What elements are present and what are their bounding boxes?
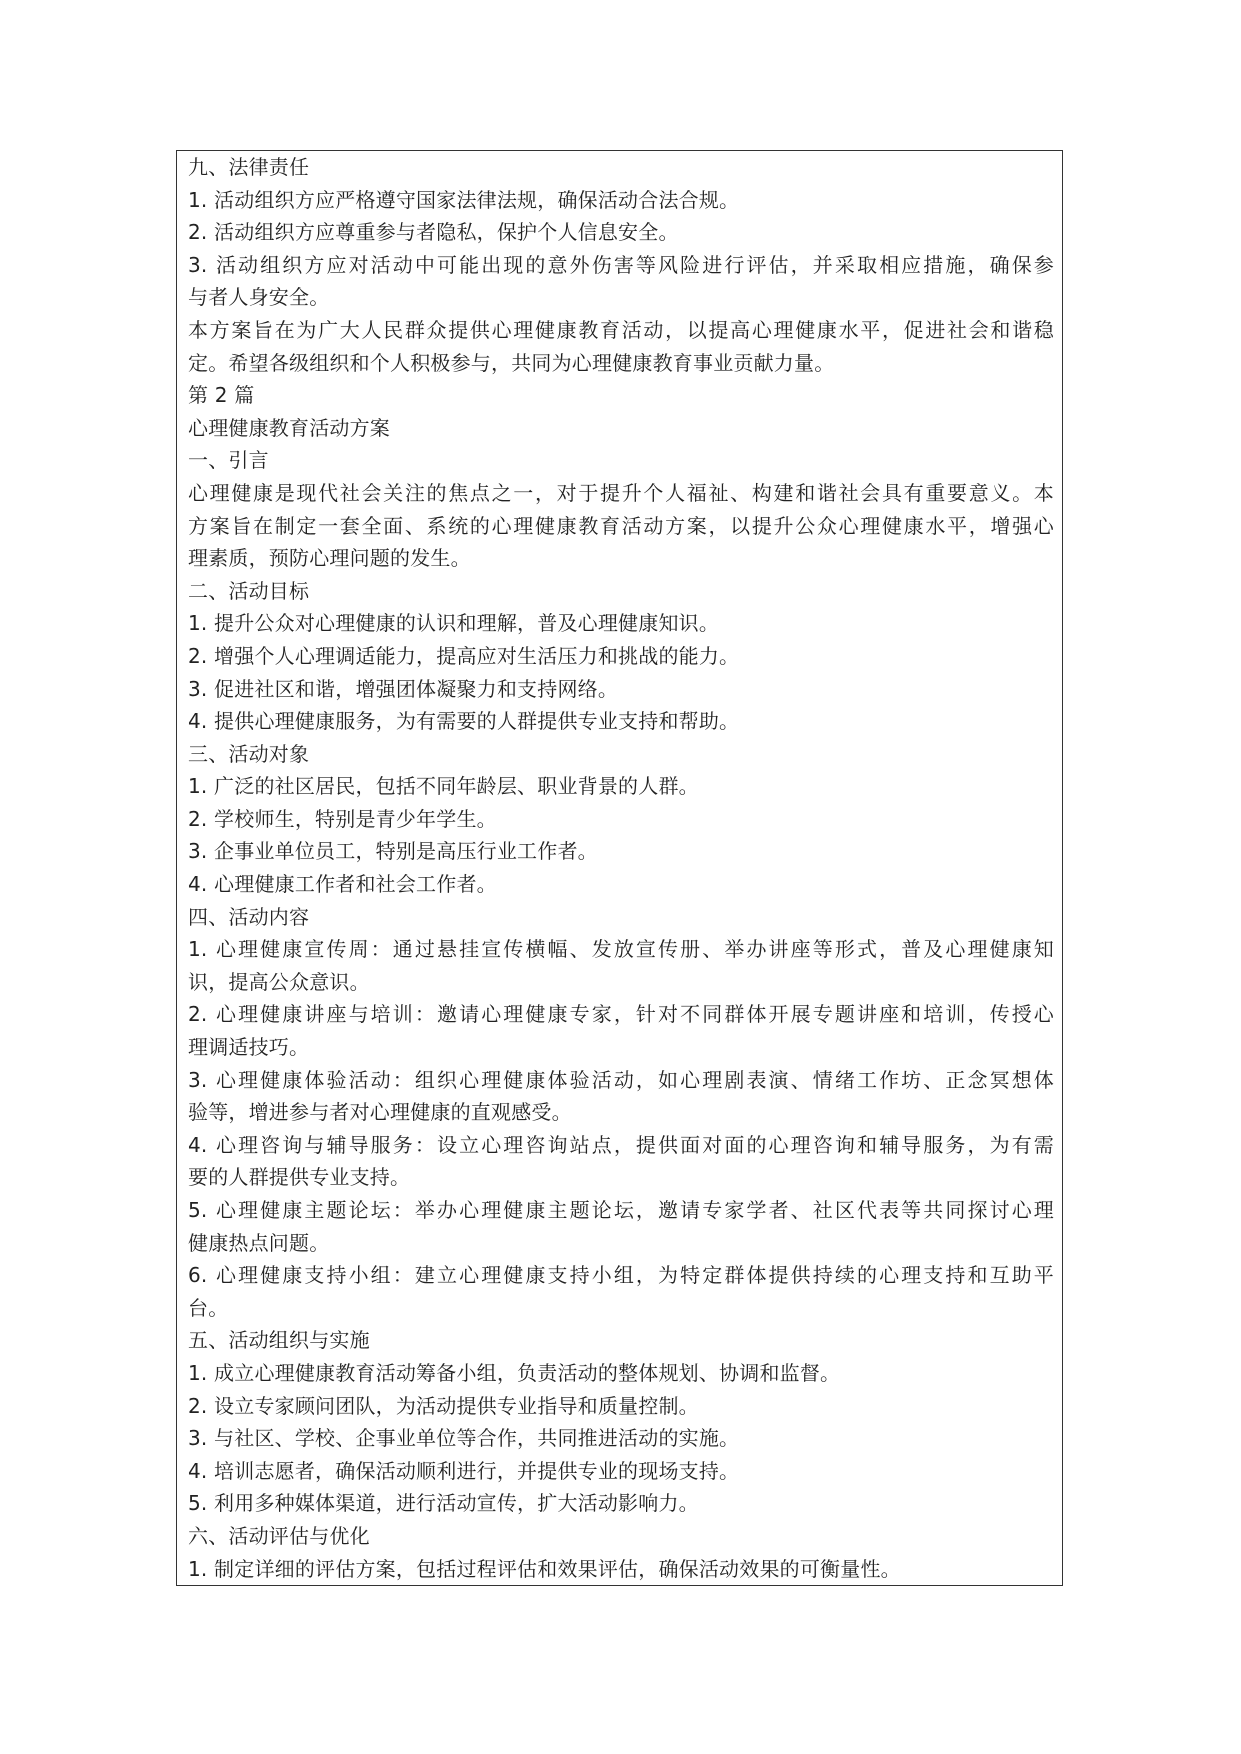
text-line: 1. 制定详细的评估方案，包括过程评估和效果评估，确保活动效果的可衡量性。: [188, 1556, 901, 1581]
text-line: 6. 心理健康支持小组：建立心理健康支持小组，为特定群体提供持续的心理支持和互助平: [188, 1263, 1054, 1288]
text-line: 1. 广泛的社区居民，包括不同年龄层、职业背景的人群。: [188, 774, 699, 799]
text-line: 理素质，预防心理问题的发生。: [188, 546, 471, 571]
text-line: 5. 利用多种媒体渠道，进行活动宣传，扩大活动影响力。: [188, 1491, 699, 1516]
text-line: 健康热点问题。: [188, 1230, 330, 1255]
text-line: 4. 心理咨询与辅导服务：设立心理咨询站点，提供面对面的心理咨询和辅导服务，为有需: [188, 1132, 1054, 1157]
text-line: 5. 心理健康主题论坛：举办心理健康主题论坛，邀请专家学者、社区代表等共同探讨心理: [188, 1198, 1054, 1222]
text-line: 三、活动对象: [188, 741, 310, 766]
text-line: 3. 企事业单位员工，特别是高压行业工作者。: [188, 839, 598, 864]
text-line: 六、活动评估与优化: [188, 1523, 370, 1548]
text-line: 验等，增进参与者对心理健康的直观感受。: [188, 1100, 572, 1125]
text-line: 四、活动内容: [188, 904, 310, 929]
text-line: 二、活动目标: [188, 578, 310, 603]
text-line: 五、活动组织与实施: [188, 1328, 370, 1353]
text-line: 识，提高公众意识。: [188, 969, 370, 994]
text-line: 3. 活动组织方应对活动中可能出现的意外伤害等风险进行评估，并采取相应措施，确保参: [188, 252, 1054, 277]
text-line: 1. 心理健康宣传周：通过悬挂宣传横幅、发放宣传册、举办讲座等形式，普及心理健康知: [188, 937, 1054, 962]
text-line: 理调适技巧。: [188, 1035, 310, 1060]
text-line: 定。希望各级组织和个人积极参与，共同为心理健康教育事业贡献力量。: [188, 350, 835, 375]
text-line: 心理健康教育活动方案: [188, 415, 390, 440]
text-line: 3. 促进社区和谐，增强团体凝聚力和支持网络。: [188, 676, 619, 701]
text-line: 1. 活动组织方应严格遵守国家法律法规，确保活动合法合规。: [188, 187, 740, 212]
text-line: 2. 设立专家顾问团队，为活动提供专业指导和质量控制。: [188, 1393, 699, 1418]
text-line: 4. 心理健康工作者和社会工作者。: [188, 872, 497, 897]
text-line: 九、法律责任: [188, 155, 310, 179]
text-line: 1. 提升公众对心理健康的认识和理解，普及心理健康知识。: [188, 611, 720, 636]
text-line: 要的人群提供专业支持。: [188, 1165, 411, 1190]
text-line: 与者人身安全。: [188, 285, 330, 310]
text-line: 1. 成立心理健康教育活动筹备小组，负责活动的整体规划、协调和监督。: [188, 1360, 841, 1385]
text-line: 本方案旨在为广大人民群众提供心理健康教育活动，以提高心理健康水平，促进社会和谐稳: [188, 317, 1054, 342]
text-line: 2. 心理健康讲座与培训：邀请心理健康专家，针对不同群体开展专题讲座和培训，传授心: [188, 1002, 1054, 1027]
text-line: 心理健康是现代社会关注的焦点之一，对于提升个人福祉、构建和谐社会具有重要意义。本: [188, 480, 1054, 505]
text-line: 台。: [188, 1295, 229, 1320]
text-line: 2. 学校师生，特别是青少年学生。: [188, 806, 497, 831]
text-line: 3. 与社区、学校、企事业单位等合作，共同推进活动的实施。: [188, 1426, 740, 1451]
text-line: 4. 培训志愿者，确保活动顺利进行，并提供专业的现场支持。: [188, 1458, 740, 1483]
text-line: 2. 活动组织方应尊重参与者隐私，保护个人信息安全。: [188, 220, 679, 245]
text-line: 第 2 篇: [188, 383, 255, 408]
text-line: 4. 提供心理健康服务，为有需要的人群提供专业支持和帮助。: [188, 709, 740, 734]
text-line: 3. 心理健康体验活动：组织心理健康体验活动，如心理剧表演、情绪工作坊、正念冥想体: [188, 1067, 1054, 1092]
text-line: 2. 增强个人心理调适能力，提高应对生活压力和挑战的能力。: [188, 643, 740, 668]
text-line: 一、引言: [188, 448, 269, 473]
document-content: [188, 151, 1054, 1585]
text-line: 方案旨在制定一套全面、系统的心理健康教育活动方案，以提升公众心理健康水平，增强心: [188, 513, 1054, 538]
